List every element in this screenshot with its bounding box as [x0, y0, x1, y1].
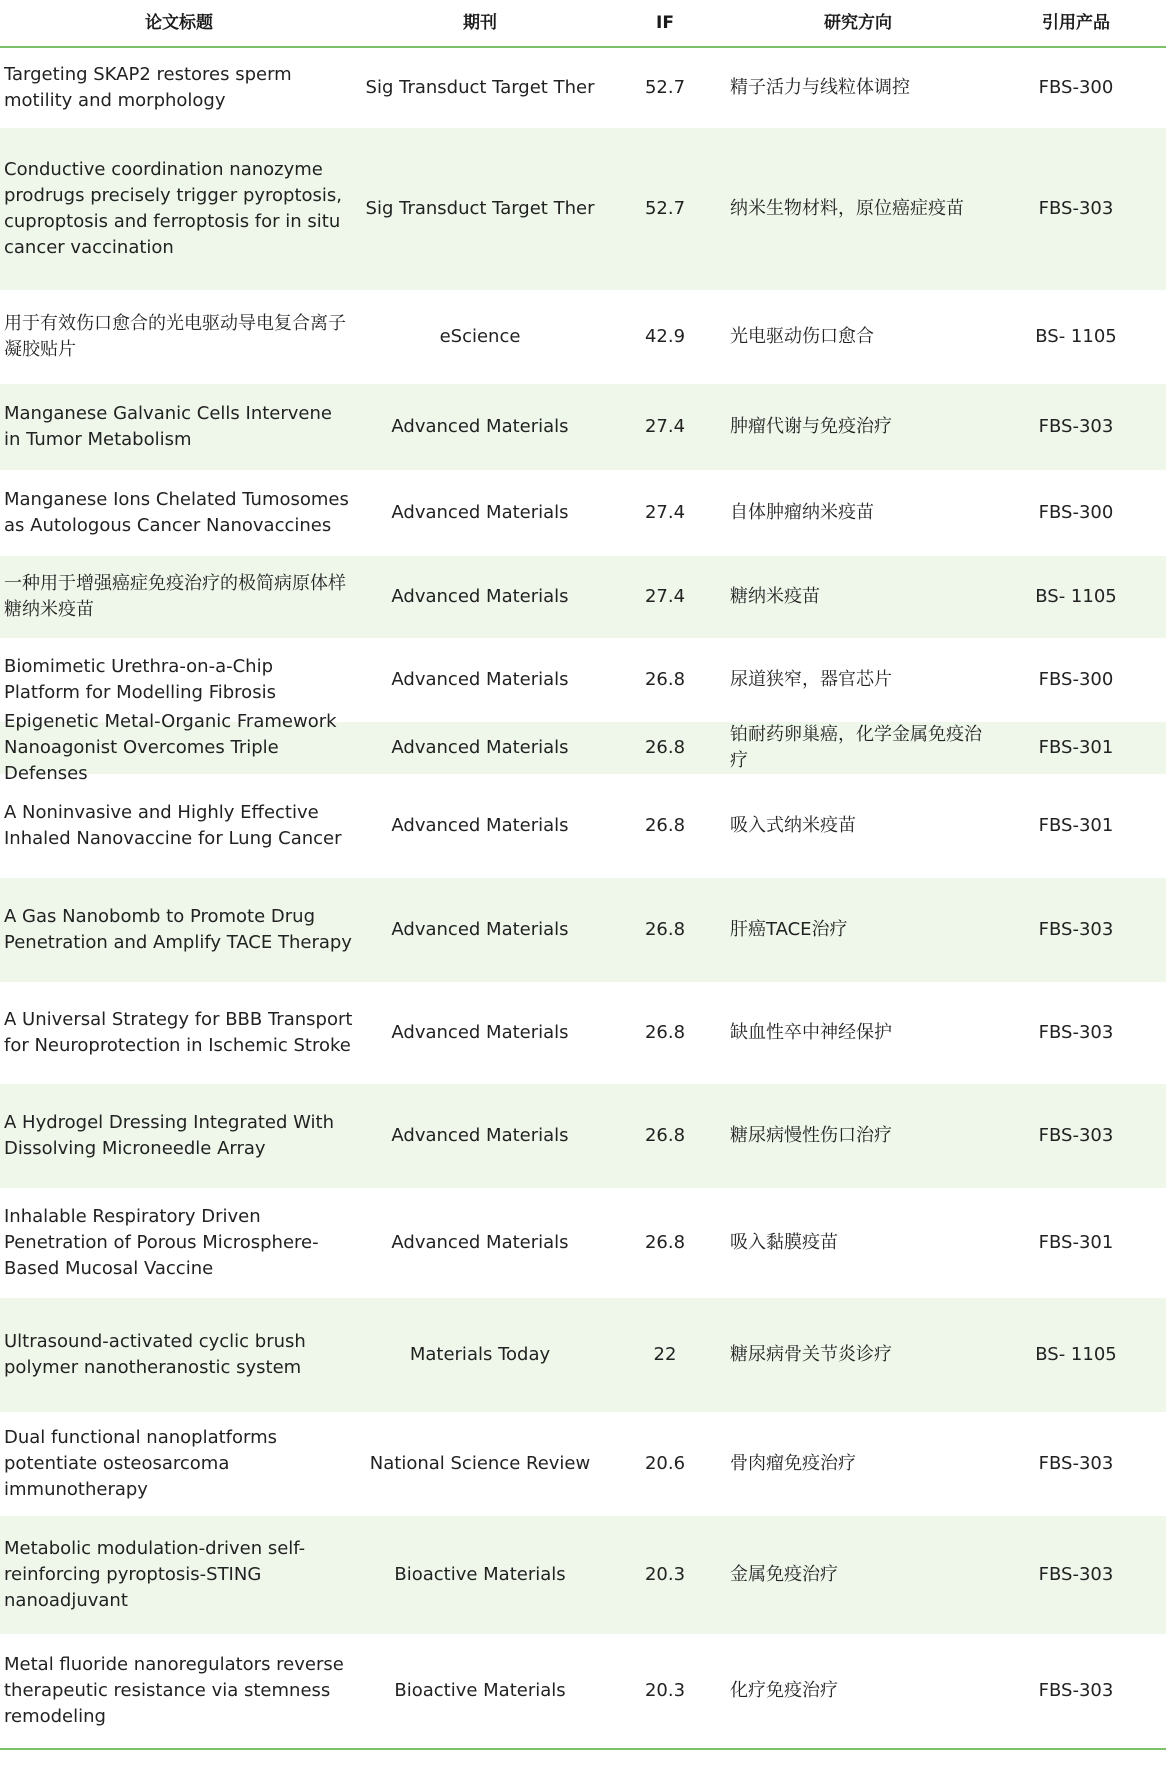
row-product: BS- 1105: [1035, 326, 1117, 347]
row-product: FBS-303: [1038, 1680, 1114, 1701]
row-direction: 缺血性卒中神经保护: [730, 1022, 892, 1043]
row-journal: Advanced Materials: [391, 1125, 569, 1146]
row-title: A Universal Strategy for BBB Transport for Neuroprotection in Ischemic Stroke: [4, 1009, 353, 1056]
table-row: [0, 384, 1166, 470]
row-if: 26.8: [644, 1232, 686, 1253]
header-if: IF: [656, 13, 674, 33]
row-product: FBS-300: [1038, 502, 1114, 523]
row-title: Inhalable Respiratory Driven Penetration of Porous Microsphere-Based Mucosal Vaccine: [4, 1206, 319, 1279]
row-if: 26.8: [644, 1125, 686, 1146]
table-bottom-border: [0, 1748, 1166, 1750]
row-if: 42.9: [644, 326, 686, 347]
table-row: [0, 982, 1166, 1084]
row-title: Manganese Galvanic Cells Intervene in Tumor Metabolism: [4, 403, 332, 450]
table-row: [0, 711, 1166, 784]
row-title: A Hydrogel Dressing Integrated With Dissolving Microneedle Array: [4, 1112, 334, 1159]
row-title: 用于有效伤口愈合的光电驱动导电复合离子凝胶贴片: [4, 313, 346, 360]
table-row: [0, 556, 1166, 638]
row-journal: Sig Transduct Target Ther: [365, 198, 595, 219]
table-row: [0, 1084, 1166, 1188]
row-title: Metal fluoride nanoregulators reverse therapeutic resistance via stemness remodeling: [4, 1654, 344, 1727]
row-if: 20.3: [644, 1564, 686, 1585]
row-direction: 化疗免疫治疗: [730, 1680, 838, 1701]
table-row: [0, 470, 1166, 556]
row-title: Manganese Ions Chelated Tumosomes as Autologous Cancer Nanovaccines: [4, 489, 349, 536]
row-direction: 糖纳米疫苗: [730, 586, 820, 607]
row-product: FBS-303: [1038, 198, 1114, 219]
header-title: 论文标题: [145, 13, 213, 33]
row-product: FBS-303: [1038, 1453, 1114, 1474]
row-journal: Advanced Materials: [391, 919, 569, 940]
row-direction: 铂耐药卵巢癌，化学金属免疫治疗: [730, 724, 982, 771]
row-direction: 肝癌TACE治疗: [730, 919, 848, 940]
row-title: Epigenetic Metal-Organic Framework Nanoagonist Overcomes Triple Defenses: [4, 711, 337, 784]
row-product: FBS-300: [1038, 669, 1114, 690]
header-product: 引用产品: [1042, 13, 1110, 33]
row-product: FBS-303: [1038, 1125, 1114, 1146]
row-if: 27.4: [644, 502, 686, 523]
row-journal: Advanced Materials: [391, 669, 569, 690]
row-product: FBS-301: [1038, 737, 1114, 758]
row-product: BS- 1105: [1035, 1344, 1117, 1365]
row-if: 26.8: [644, 1022, 686, 1043]
table-row: [0, 1412, 1166, 1516]
row-if: 52.7: [644, 198, 686, 219]
row-title: A Gas Nanobomb to Promote Drug Penetration and Amplify TACE Therapy: [4, 906, 352, 953]
row-if: 20.3: [644, 1680, 686, 1701]
row-if: 22: [653, 1344, 677, 1365]
table-body: [0, 48, 1166, 1748]
row-product: FBS-301: [1038, 815, 1114, 836]
row-journal: Advanced Materials: [391, 586, 569, 607]
table-row: [0, 1298, 1166, 1412]
row-product: BS- 1105: [1035, 586, 1117, 607]
table-row: [0, 1188, 1166, 1298]
header-journal: 期刊: [463, 13, 497, 33]
row-title: Ultrasound-activated cyclic brush polymer nanotheranostic system: [4, 1331, 306, 1378]
row-direction: 尿道狭窄，器官芯片: [730, 669, 892, 690]
row-product: FBS-303: [1038, 1022, 1114, 1043]
row-journal: Bioactive Materials: [394, 1564, 566, 1585]
row-journal: Materials Today: [409, 1344, 551, 1365]
row-title: Targeting SKAP2 restores sperm motility and morphology: [4, 64, 292, 111]
table-row: [0, 1516, 1166, 1634]
row-journal: Sig Transduct Target Ther: [365, 77, 595, 98]
row-journal: Bioactive Materials: [394, 1680, 566, 1701]
row-direction: 肿瘤代谢与免疫治疗: [730, 416, 892, 437]
row-product: FBS-301: [1038, 1232, 1114, 1253]
row-journal: eScience: [439, 326, 521, 347]
row-if: 52.7: [644, 77, 686, 98]
row-if: 27.4: [644, 586, 686, 607]
row-direction: 金属免疫治疗: [730, 1564, 838, 1585]
table-row: [0, 1634, 1166, 1748]
row-if: 26.8: [644, 669, 686, 690]
row-title: Conductive coordination nanozyme prodrugs precisely trigger pyroptosis, cuproptosis and ferroptosis for in situ cancer vaccination: [4, 159, 343, 258]
row-direction: 骨肉瘤免疫治疗: [730, 1453, 856, 1474]
row-if: 26.8: [644, 737, 686, 758]
row-if: 26.8: [644, 919, 686, 940]
row-title: Metabolic modulation-driven self-reinforcing pyroptosis-STING nanoadjuvant: [4, 1538, 306, 1611]
row-product: FBS-303: [1038, 416, 1114, 437]
row-journal: Advanced Materials: [391, 416, 569, 437]
row-journal: Advanced Materials: [391, 1232, 569, 1253]
row-direction: 吸入黏膜疫苗: [730, 1232, 838, 1253]
table-row: [0, 290, 1166, 384]
row-journal: Advanced Materials: [391, 1022, 569, 1043]
table-row: [0, 48, 1166, 128]
row-if: 27.4: [644, 416, 686, 437]
row-if: 20.6: [644, 1453, 686, 1474]
row-direction: 纳米生物材料，原位癌症疫苗: [730, 198, 964, 219]
row-title: Biomimetic Urethra-on-a-Chip Platform for Modelling Fibrosis: [4, 656, 276, 703]
row-direction: 自体肿瘤纳米疫苗: [730, 502, 874, 523]
row-journal: Advanced Materials: [391, 502, 569, 523]
table-header: [0, 0, 1166, 48]
row-title: Dual functional nanoplatforms potentiate osteosarcoma immunotherapy: [4, 1427, 278, 1500]
row-direction: 糖尿病骨关节炎诊疗: [730, 1344, 892, 1365]
row-product: FBS-300: [1038, 77, 1114, 98]
row-journal: Advanced Materials: [391, 815, 569, 836]
table-row: [0, 128, 1166, 290]
row-direction: 吸入式纳米疫苗: [730, 815, 856, 836]
table-row: [0, 878, 1166, 982]
row-if: 26.8: [644, 815, 686, 836]
row-journal: National Science Review: [369, 1453, 591, 1474]
row-title: A Noninvasive and Highly Effective Inhaled Nanovaccine for Lung Cancer: [4, 802, 342, 849]
table-row: [0, 774, 1166, 878]
row-product: FBS-303: [1038, 919, 1114, 940]
row-product: FBS-303: [1038, 1564, 1114, 1585]
row-direction: 光电驱动伤口愈合: [730, 326, 874, 347]
row-direction: 糖尿病慢性伤口治疗: [730, 1125, 892, 1146]
row-direction: 精子活力与线粒体调控: [730, 77, 910, 98]
header-direction: 研究方向: [824, 13, 892, 33]
row-journal: Advanced Materials: [391, 737, 569, 758]
row-title: 一种用于增强癌症免疫治疗的极简病原体样糖纳米疫苗: [4, 573, 346, 620]
